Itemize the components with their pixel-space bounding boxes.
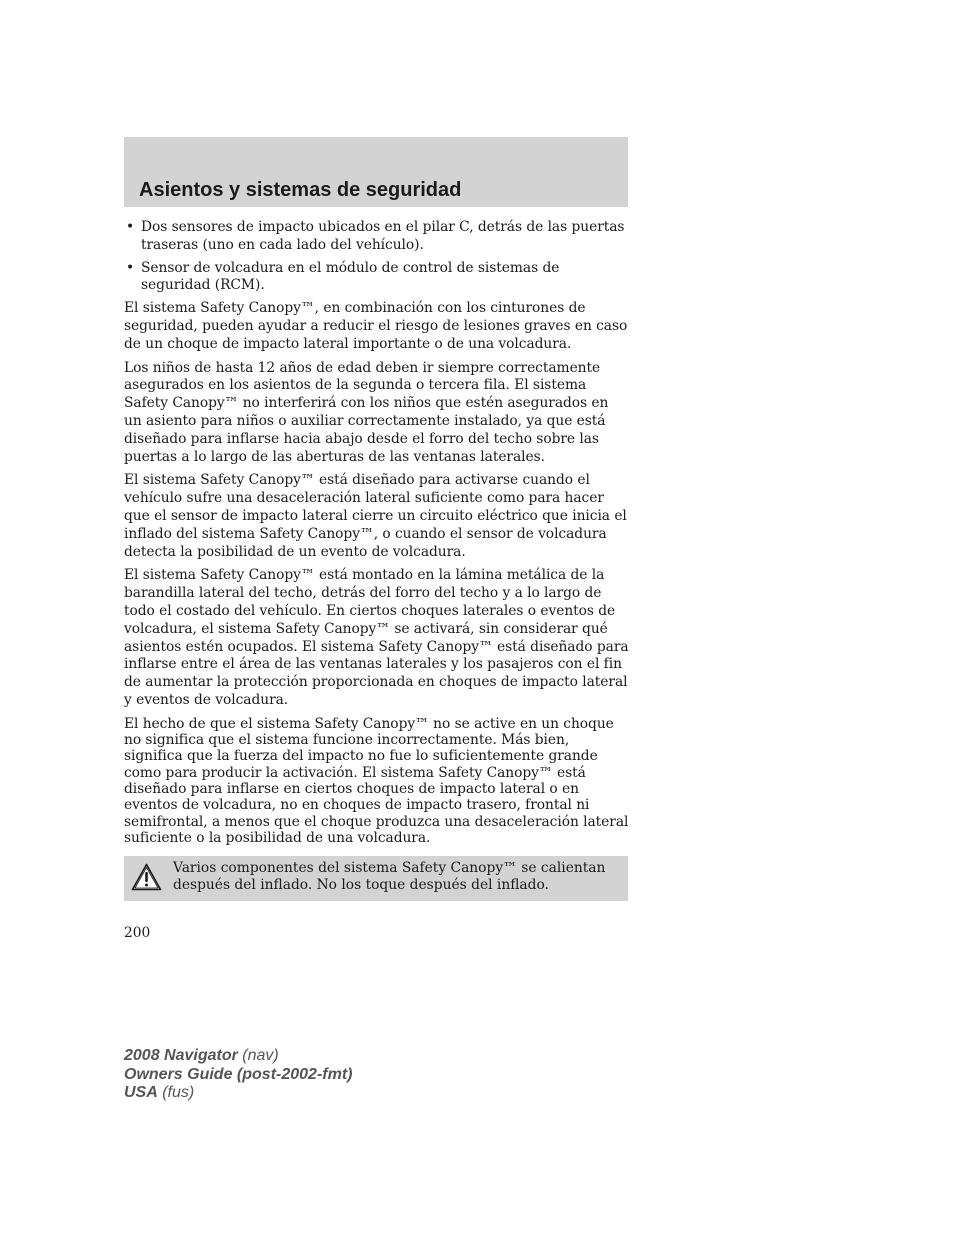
footer-line-model — [124, 1047, 352, 1066]
bullet-dot: • — [126, 219, 135, 235]
footer-model: 2008 Navigator — [124, 1047, 238, 1064]
warning-box — [124, 856, 628, 901]
paragraph: El sistema Safety Canopy™ está montado en la lámina metálica de la barandilla lateral del techo, detrás del forro del techo y a lo largo de todo el costado del vehículo. En ciertos choques laterales o eventos de volcadura, el sistema Safety Canopy™ se activará, sin considerar qué asientos estén ocupados. El sistema Safety Canopy™ está diseñado para inflarse entre el área de las ventanas laterales y los pasajeros con el fin de aumentar la protección proporcionada en choques de impacto lateral y eventos de volcadura. — [124, 567, 629, 708]
bullet-text: Sensor de volcadura en el módulo de control de sistemas de seguridad (RCM). — [141, 259, 560, 294]
bullet-dot: • — [126, 259, 135, 276]
bullet-item — [124, 260, 630, 296]
footer-line-guide — [124, 1066, 352, 1085]
section-header-band — [124, 137, 628, 207]
warning-text: Varios componentes del sistema Safety Canopy™ se calientan después del inflado. No los toque después del inflado. — [173, 860, 606, 893]
footer-market: USA — [124, 1084, 158, 1101]
footer-line-market — [124, 1084, 352, 1103]
paragraph: El sistema Safety Canopy™ está diseñado para activarse cuando el vehículo sufre una desaceleración lateral suficiente como para hacer que el sensor de impacto lateral cierre un circuito eléctrico que inicia el inflado del sistema Safety Canopy™, o cuando el sensor de volcadura detecta la posibilidad de un evento de volcadura. — [124, 472, 627, 560]
footer-model-code: (nav) — [237, 1047, 279, 1064]
paragraph: El hecho de que el sistema Safety Canopy™ no se active en un choque no significa que el sistema funcione incorrectamente. Más bien, significa que la fuerza del impacto no fue lo suficientemente grande como para producir la activación. El sistema Safety Canopy™ está diseñado para inflarse en ciertos choques de impacto lateral o en eventos de volcadura, no en choques de impacto trasero, frontal ni semifrontal, a menos que el choque produzca una desaceleración lateral suficiente o la posibilidad de una volcadura. — [124, 715, 629, 846]
bullet-item — [124, 219, 630, 255]
section-title: Asientos y sistemas de seguridad — [139, 179, 462, 201]
footer-guide: Owners Guide (post-2002-fmt) — [124, 1065, 353, 1083]
warning-triangle-icon — [131, 863, 162, 891]
bullet-list — [124, 219, 630, 295]
bullet-text: Dos sensores de impacto ubicados en el pilar C, detrás de las puertas traseras (uno en cada lado del vehículo). — [141, 219, 625, 253]
page-number: 200 — [124, 925, 151, 941]
paragraph: El sistema Safety Canopy™, en combinación con los cinturones de seguridad, pueden ayudar a reducir el riesgo de lesiones graves en caso de un choque de impacto lateral importante o de una volcadura. — [124, 300, 628, 352]
body-content — [124, 219, 630, 852]
footer-market-code: (fus) — [157, 1084, 195, 1101]
document-footer — [124, 1047, 352, 1103]
paragraph: Los niños de hasta 12 años de edad deben ir siempre correctamente asegurados en los asientos de la segunda o tercera fila. El sistema Safety Canopy™ no interferirá con los niños que estén asegurados en un asiento para niños o auxiliar correctamente instalado, ya que está diseñado para inflarse hacia abajo desde el forro del techo sobre las puertas a lo largo de las aberturas de las ventanas laterales. — [124, 359, 609, 465]
